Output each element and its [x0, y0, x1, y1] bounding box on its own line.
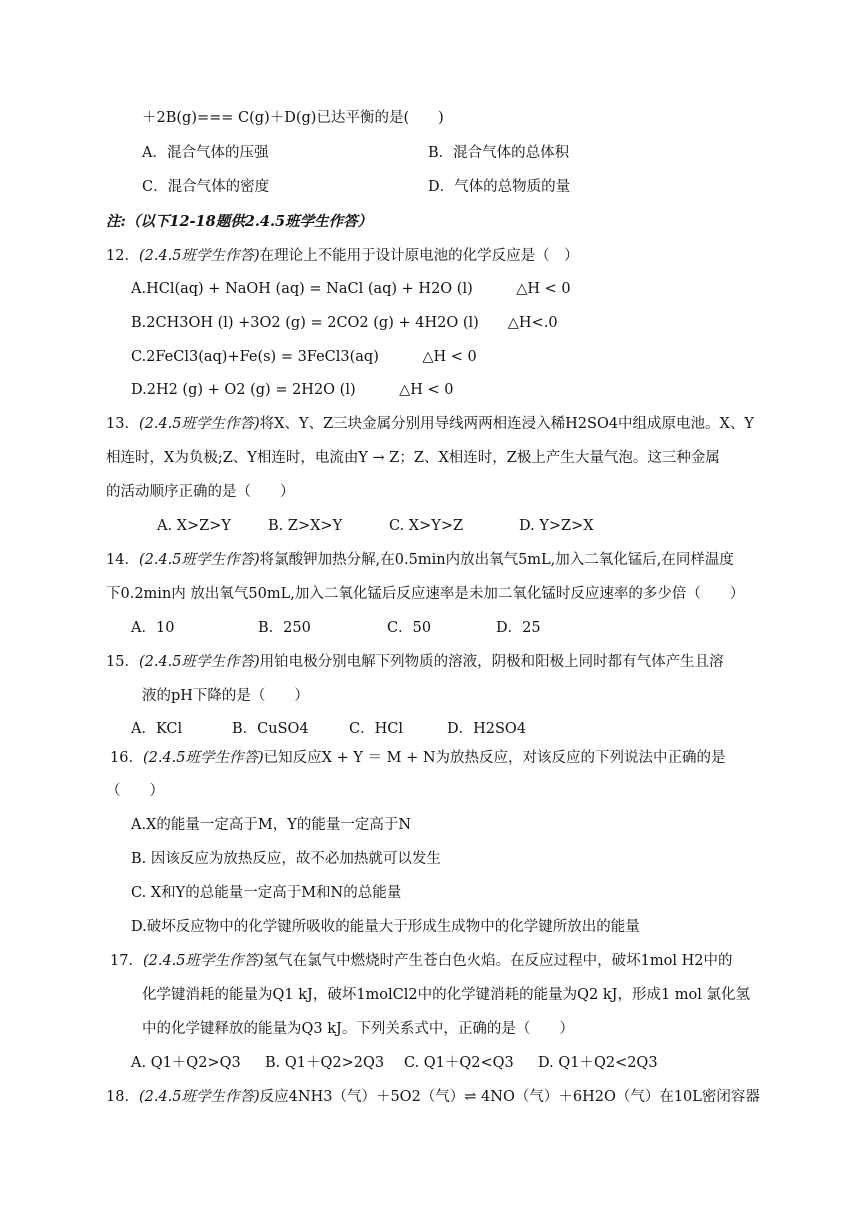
q17-option-c: C. Q1＋Q2<Q3	[404, 1055, 514, 1071]
q12-stem	[106, 246, 579, 266]
q13-number: 13．	[106, 416, 139, 432]
q12-option-c: C.2FeCl3(aq)+Fe(s) = 3FeCl3(aq) △H < 0	[131, 349, 477, 365]
q11-option-c: C．混合气体的密度	[142, 179, 270, 195]
q14-stem-line2: 下0.2min内 放出氧气50mL,加入二氧化锰后反应速率是未加二氧化锰时反应速率的多少倍（ ）	[106, 586, 745, 602]
q17-option-d: D. Q1＋Q2<2Q3	[538, 1055, 658, 1071]
q17-stem-line2: 化学键消耗的能量为Q1 kJ，破坏1molCl2中的化学键消耗的能量为Q2 kJ，形成1 mol 氯化氢	[142, 987, 750, 1003]
q15-option-c: C．HCl	[349, 721, 403, 737]
q17-text1: 氢气在氯气中燃烧时产生苍白色火焰。在反应过程中，破坏1mol H2中的	[263, 953, 733, 969]
q11-option-a: A．混合气体的压强	[142, 145, 269, 161]
q14-number: 14．	[106, 552, 139, 568]
q15-number: 15．	[106, 654, 139, 670]
q13-option-b: B. Z>X>Y	[268, 518, 343, 534]
q18-text: 反应4NH3（气）＋5O2（气）⇌ 4NO（气）＋6H2O（气）在10L密闭容器	[259, 1089, 760, 1105]
q17-stem-line3: 中的化学键释放的能量为Q3 kJ。下列关系式中，正确的是（ ）	[142, 1021, 574, 1037]
q16-option-d: D.破坏反应物中的化学键所吸收的能量大于形成生成物中的化学键所放出的能量	[131, 919, 640, 935]
q11-option-d: D．气体的总物质的量	[428, 179, 571, 195]
q13-option-a: A. X>Z>Y	[157, 518, 231, 534]
q13-stem-line2: 相连时，X为负极;Z、Y相连时，电流由Y → Z；Z、X相连时，Z极上产生大量气泡。这三种金属	[106, 450, 720, 466]
q12-option-d: D.2H2 (g) + O2 (g) = 2H2O (l) △H < 0	[131, 382, 454, 398]
q15-text1: 用铂电极分别电解下列物质的溶液，阴极和阳极上同时都有气体产生且溶	[259, 654, 724, 670]
q14-option-d: D．25	[496, 620, 541, 636]
q16-stem-line1	[110, 748, 726, 768]
q11-stem-tail: ＋2B(g)=== C(g)＋D(g)已达平衡的是( )	[142, 110, 444, 126]
q17-option-b: B. Q1＋Q2>2Q3	[265, 1055, 385, 1071]
q16-text1: 已知反应X + Y ＝ M + N为放热反应，对该反应的下列说法中正确的是	[263, 750, 726, 766]
q17-tag: (2.4.5班学生作答)	[142, 953, 264, 969]
q18-number: 18．	[106, 1089, 139, 1105]
q12-text: 在理论上不能用于设计原电池的化学反应是（ ）	[259, 248, 579, 264]
q12-tag: (2.4.5班学生作答)	[138, 248, 260, 264]
q15-stem-line1	[106, 652, 724, 672]
q14-stem-line1	[106, 550, 734, 570]
q17-number: 17．	[110, 953, 143, 969]
q14-option-b: B．250	[258, 620, 311, 636]
q14-option-c: C．50	[387, 620, 432, 636]
q13-stem-line1	[106, 414, 754, 434]
q17-option-a: A. Q1＋Q2>Q3	[131, 1055, 241, 1071]
q13-stem-line3: 的活动顺序正确的是（ ）	[106, 484, 295, 500]
q12-number: 12．	[106, 248, 139, 264]
q11-option-b: B．混合气体的总体积	[428, 145, 570, 161]
q16-number: 16．	[110, 750, 143, 766]
q16-stem-line2: （ ）	[106, 783, 164, 799]
q16-tag: (2.4.5班学生作答)	[142, 750, 264, 766]
q18-stem	[106, 1087, 760, 1107]
q13-text1: 将X、Y、Z三块金属分别用导线两两相连浸入稀H2SO4中组成原电池。X、Y	[259, 416, 754, 432]
q14-text1: 将氯酸钾加热分解,在0.5min内放出氧气5mL,加入二氧化锰后,在同样温度	[259, 552, 734, 568]
q14-tag: (2.4.5班学生作答)	[138, 552, 260, 568]
q15-tag: (2.4.5班学生作答)	[138, 654, 260, 670]
q15-stem-line2: 液的pH下降的是（ ）	[142, 688, 309, 704]
q15-option-b: B．CuSO4	[232, 721, 309, 737]
q16-option-a: A.X的能量一定高于M，Y的能量一定高于N	[131, 817, 412, 833]
q16-option-c: C. X和Y的总能量一定高于M和N的总能量	[131, 885, 402, 901]
q14-option-a: A．10	[131, 620, 175, 636]
section-note: 注:（以下12-18题供2.4.5班学生作答）	[106, 213, 373, 230]
q15-option-d: D．H2SO4	[447, 721, 527, 737]
q13-tag: (2.4.5班学生作答)	[138, 416, 260, 432]
q15-option-a: A．KCl	[131, 721, 183, 737]
q18-tag: (2.4.5班学生作答)	[138, 1089, 260, 1105]
q13-option-c: C. X>Y>Z	[389, 518, 464, 534]
q17-stem-line1	[110, 951, 733, 971]
q13-option-d: D. Y>Z>X	[519, 518, 594, 534]
q12-option-a: A.HCl(aq) + NaOH (aq) = NaCl (aq) + H2O (l) △H < 0	[131, 281, 571, 297]
q12-option-b: B.2CH3OH (l) +3O2 (g) = 2CO2 (g) + 4H2O (l) △H<.0	[131, 315, 558, 331]
q16-option-b: B. 因该反应为放热反应，故不必加热就可以发生	[131, 851, 441, 867]
